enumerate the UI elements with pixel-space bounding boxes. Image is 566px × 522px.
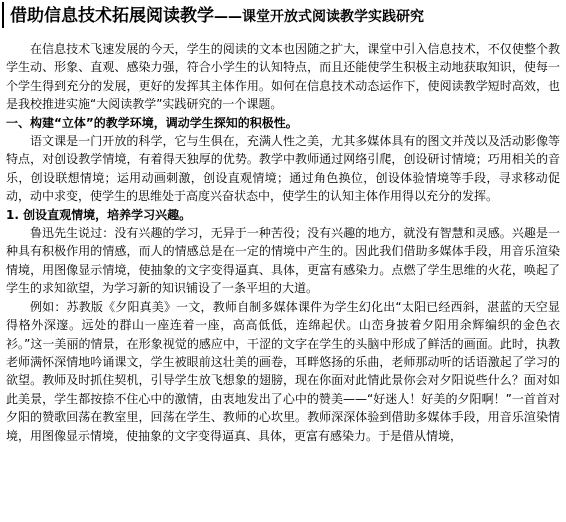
- paragraph-3: 例如：苏教版《夕阳真美》一文，教师自制多媒体课件为学生幻化出“太阳已经西斜，湛蓝的天空显得格外深邃。远处的群山一座连着一座，高高低低，连绵起伏。山峦身披着夕阳用余辉编织的金色衣衫。”这一美丽的情景，在形象视觉的感应中，干涩的文字在学生的头脑中形成了鲜活的画面。此时，执教老师满怀深情地吟诵课文，学生被眼前这壮美的画卷，耳畔悠扬的乐曲，老师那动听的话语激起了学习的欲望。教师及时抓住契机，引导学生放飞想象的翅膀，现在你面对此情此景你会对夕阳说些什么？面对如此美景，学生都按捺不住心中的激情，由衷地发出了心中的赞美——“好迷人！好美的夕阳啊！”一首首对夕阳的赞歌回荡在教室里，回荡在学生、教师的心坎里。教师深深体验到借助多媒体手段，用音乐渲染情境，用图像显示情境，使抽象的文字变得逼真、具体，更富有感染力。于是借从情境，: [6, 299, 560, 443]
- document-title: [10, 5, 424, 28]
- document-body: [6, 40, 560, 445]
- subsection-heading-1: 1. 创设直观情境，培养学习兴趣。: [6, 207, 192, 222]
- title-subtitle: ——课堂开放式阅读教学实践研究: [214, 9, 424, 25]
- paragraph-1: 语文课是一门开放的科学，它与生俱在，充满人性之美，尤其多媒体具有的图文并茂以及活动影像等特点，对创设教学情境，有着得天独厚的优势。教学中教师通过网络引爬，创设研讨情境；巧用相关的音乐，创设联想情境；运用动画刺激，创设直观情境；通过角色换位，创设体验情境等手段，寻求移动促动，动中求变，使学生的思维处于高度兴奋状态中，使学生的认知主体作用得以充分的发挥。: [6, 134, 560, 204]
- intro-paragraph: 在信息技术飞速发展的今天，学生的阅读的文本也因随之扩大，课堂中引入信息技术，不仅使整个教学生动、形象、直观、感染力强，符合小学生的认知特点，而且还能使学生积极主动地获取知识，使每一个学生得到充分的发展，更好的发挥其主体作用。如何在信息技术动态运作下，使阅读教学短时高效，也是我校推进实施“大阅读教学”实践研究的一个课题。: [6, 42, 560, 112]
- title-bar: [0, 0, 566, 32]
- title-main: 借助信息技术拓展阅读教学: [10, 6, 214, 26]
- section-heading-1: 一、构建“立体”的教学环境，调动学生探知的积极性。: [6, 115, 298, 130]
- paragraph-2: 鲁迅先生说过：没有兴趣的学习，无异于一种苦役；没有兴趣的地方，就没有智慧和灵感。兴趣是一种具有积极作用的情感，而人的情感总是在一定的情境中产生的。因此我们借助多媒体手段，用音乐渲染情境，用图像显示情境，使抽象的文字变得逼真、具体，更富有感染力。点燃了学生思维的火花，唤起了学生的求知欲望，为学习新的知识铺设了一条平坦的大道。: [6, 226, 560, 296]
- title-left-rule: [2, 2, 4, 28]
